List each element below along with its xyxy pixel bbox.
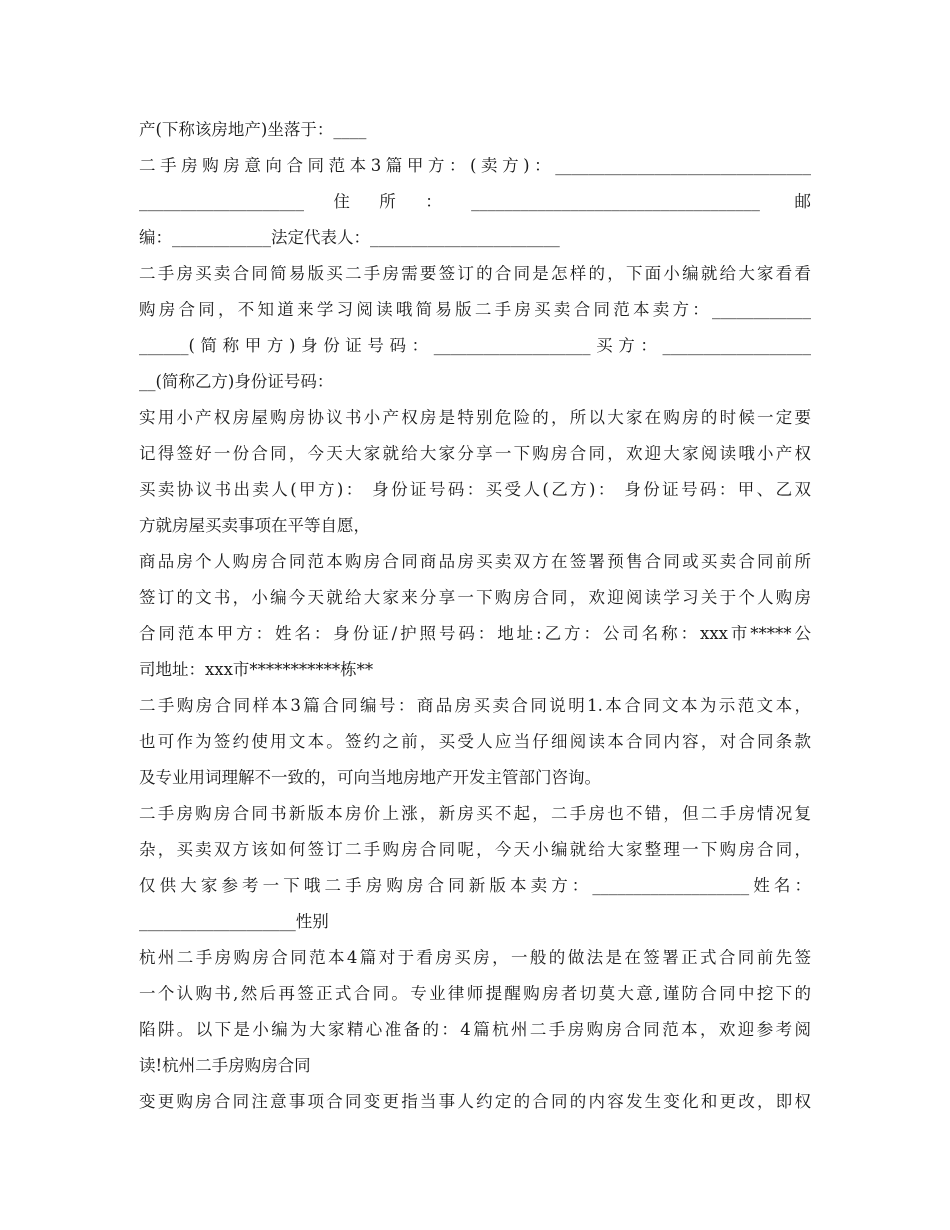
text-line: ____________________住所：___________________________________ 邮 [139,192,811,211]
text-line: 二手房购房合同书新版本房价上涨，新房买不起，二手房也不错，但二手房情况复 [139,804,811,823]
text-line: 杭州二手房购房合同范本4篇对于看房买房，一般的做法是在签署正式合同前先签 [139,948,811,967]
text-line: 杂，买卖双方该如何签订二手购房合同呢，今天小编就给大家整理一下购房合同， [139,840,811,859]
text-line: 读!杭州二手房购房合同 [139,1056,311,1075]
text-line: 买卖协议书出卖人(甲方)： 身份证号码：买受人(乙方)： 身份证号码：甲、乙双 [139,480,811,499]
text-line: __(简称乙方)身份证号码： [139,372,334,391]
text-line: 二手房购房意向合同范本3篇甲方：(卖方)：_______________________________ [139,156,811,175]
text-line: ___________________性别 [139,912,329,931]
text-line: 变更购房合同注意事项合同变更指当事人约定的合同的内容发生变化和更改，即权 [139,1092,811,1111]
text-line: 仅供大家参考一下哦二手房购房合同新版本卖方：___________________姓名： [139,876,811,895]
text-line: 购房合同，不知道来学习阅读哦简易版二手房买卖合同范本卖方：____________ [139,300,811,319]
text-line: 司地址：xxx市***********栋** [139,660,374,679]
text-line: 签订的文书，小编今天就给大家来分享一下购房合同，欢迎阅读学习关于个人购房 [139,588,811,607]
text-line: 编：____________法定代表人：_______________________ [139,228,560,247]
text-line: 二手购房合同样本3篇合同编号：商品房买卖合同说明1.本合同文本为示范文本， [139,696,811,715]
text-line: 记得签好一份合同，今天大家就给大家分享一下购房合同，欢迎大家阅读哦小产权 [139,444,811,463]
text-line: 陷阱。以下是小编为大家精心准备的：4篇杭州二手房购房合同范本，欢迎参考阅 [139,1020,811,1039]
text-line: 合同范本甲方：姓名：身份证/护照号码：地址:乙方：公司名称：xxx市*****公 [139,624,811,643]
text-line: 方就房屋买卖事项在平等自愿， [139,516,370,535]
text-line: 商品房个人购房合同范本购房合同商品房买卖双方在签署预售合同或买卖合同前所 [139,552,811,571]
text-line: 也可作为签约使用文本。签约之前，买受人应当仔细阅读本合同内容，对合同条款 [139,732,811,751]
text-line: 一个认购书,然后再签正式合同。专业律师提醒购房者切莫大意,谨防合同中挖下的 [139,984,811,1003]
text-line: 实用小产权房屋购房协议书小产权房是特别危险的，所以大家在购房的时候一定要 [139,408,811,427]
text-line: 二手房买卖合同简易版买二手房需要签订的合同是怎样的，下面小编就给大家看看 [139,264,811,283]
text-line: 产(下称该房地产)坐落于：____ [139,120,367,139]
text-line: ______(简称甲方)身份证号码：___________________买方：__________________ [139,336,811,355]
text-line: 及专业用词理解不一致的，可向当地房地产开发主管部门咨询。 [139,768,601,787]
